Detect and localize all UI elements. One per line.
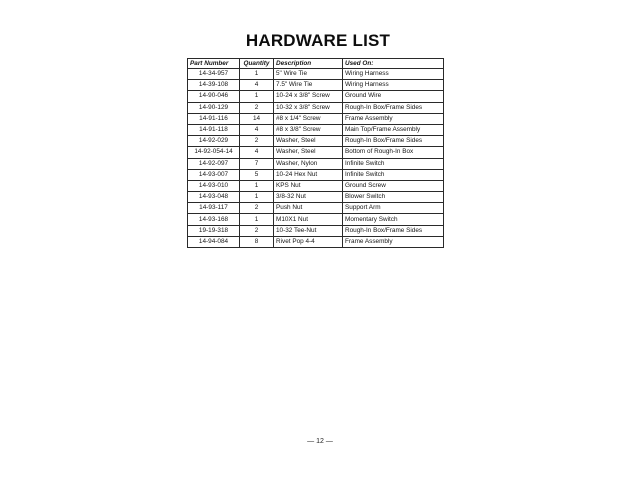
cell-part-number: 14-92-054-14 <box>188 147 240 158</box>
cell-description: #8 x 3/8" Screw <box>274 124 343 135</box>
cell-quantity: 1 <box>240 69 274 80</box>
cell-used-on: Rough-In Box/Frame Sides <box>343 136 444 147</box>
cell-used-on: Blower Switch <box>343 192 444 203</box>
cell-part-number: 19-19-318 <box>188 225 240 236</box>
cell-used-on: Rough-In Box/Frame Sides <box>343 102 444 113</box>
table-row <box>188 136 444 147</box>
cell-quantity: 1 <box>240 214 274 225</box>
cell-description: Rivet Pop 4-4 <box>274 236 343 247</box>
cell-description: 10-32 Tee-Nut <box>274 225 343 236</box>
cell-description: 10-24 x 3/8" Screw <box>274 91 343 102</box>
cell-part-number: 14-91-116 <box>188 113 240 124</box>
cell-description: #8 x 1/4" Screw <box>274 113 343 124</box>
table-body <box>188 69 444 248</box>
cell-part-number: 14-92-029 <box>188 136 240 147</box>
cell-used-on: Bottom of Rough-In Box <box>343 147 444 158</box>
cell-used-on: Rough-In Box/Frame Sides <box>343 225 444 236</box>
cell-part-number: 14-94-084 <box>188 236 240 247</box>
cell-used-on: Support Arm <box>343 203 444 214</box>
cell-quantity: 1 <box>240 192 274 203</box>
cell-quantity: 5 <box>240 169 274 180</box>
cell-quantity: 2 <box>240 102 274 113</box>
cell-quantity: 8 <box>240 236 274 247</box>
cell-part-number: 14-90-046 <box>188 91 240 102</box>
cell-used-on: Main Top/Frame Assembly <box>343 124 444 135</box>
table-row <box>188 69 444 80</box>
cell-description: 3/8-32 Nut <box>274 192 343 203</box>
page-number: — 12 — <box>307 438 333 445</box>
table-row <box>188 102 444 113</box>
cell-description: 7.5" Wire Tie <box>274 80 343 91</box>
table-row <box>188 203 444 214</box>
cell-part-number: 14-90-129 <box>188 102 240 113</box>
cell-description: 5" Wire Tie <box>274 69 343 80</box>
header-description: Description <box>274 59 343 69</box>
cell-quantity: 14 <box>240 113 274 124</box>
cell-description: Washer, Nylon <box>274 158 343 169</box>
cell-quantity: 1 <box>240 180 274 191</box>
cell-used-on: Wiring Harness <box>343 69 444 80</box>
table-row <box>188 236 444 247</box>
cell-part-number: 14-93-168 <box>188 214 240 225</box>
cell-part-number: 14-92-097 <box>188 158 240 169</box>
cell-description: 10-24 Hex Nut <box>274 169 343 180</box>
cell-description: M10X1 Nut <box>274 214 343 225</box>
table-row <box>188 225 444 236</box>
table-row <box>188 192 444 203</box>
cell-quantity: 2 <box>240 225 274 236</box>
cell-part-number: 14-34-957 <box>188 69 240 80</box>
cell-description: Washer, Steel <box>274 147 343 158</box>
cell-used-on: Wiring Harness <box>343 80 444 91</box>
cell-part-number: 14-93-048 <box>188 192 240 203</box>
table-row <box>188 80 444 91</box>
cell-part-number: 14-93-007 <box>188 169 240 180</box>
cell-quantity: 2 <box>240 136 274 147</box>
cell-used-on: Ground Wire <box>343 91 444 102</box>
cell-used-on: Infinite Switch <box>343 158 444 169</box>
cell-used-on: Frame Assembly <box>343 113 444 124</box>
cell-quantity: 4 <box>240 80 274 91</box>
cell-quantity: 7 <box>240 158 274 169</box>
table-row <box>188 158 444 169</box>
cell-used-on: Ground Screw <box>343 180 444 191</box>
cell-quantity: 4 <box>240 124 274 135</box>
cell-used-on: Infinite Switch <box>343 169 444 180</box>
cell-part-number: 14-93-117 <box>188 203 240 214</box>
table-row <box>188 169 444 180</box>
page-title: HARDWARE LIST <box>245 31 391 50</box>
table-row <box>188 214 444 225</box>
cell-description: Push Nut <box>274 203 343 214</box>
cell-used-on: Frame Assembly <box>343 236 444 247</box>
cell-used-on: Momentary Switch <box>343 214 444 225</box>
table-row <box>188 147 444 158</box>
hardware-table <box>187 58 444 248</box>
cell-description: 10-32 x 3/8" Screw <box>274 102 343 113</box>
cell-part-number: 14-91-118 <box>188 124 240 135</box>
cell-quantity: 4 <box>240 147 274 158</box>
table-row <box>188 113 444 124</box>
table-row <box>188 91 444 102</box>
cell-quantity: 1 <box>240 91 274 102</box>
header-quantity: Quantity <box>240 59 274 69</box>
cell-quantity: 2 <box>240 203 274 214</box>
header-used-on: Used On: <box>343 59 444 69</box>
table-row <box>188 124 444 135</box>
table-row <box>188 180 444 191</box>
cell-description: Washer, Steel <box>274 136 343 147</box>
cell-description: KPS Nut <box>274 180 343 191</box>
cell-part-number: 14-39-108 <box>188 80 240 91</box>
cell-part-number: 14-93-010 <box>188 180 240 191</box>
table-header-row <box>188 59 444 69</box>
header-part-number: Part Number <box>188 59 240 69</box>
